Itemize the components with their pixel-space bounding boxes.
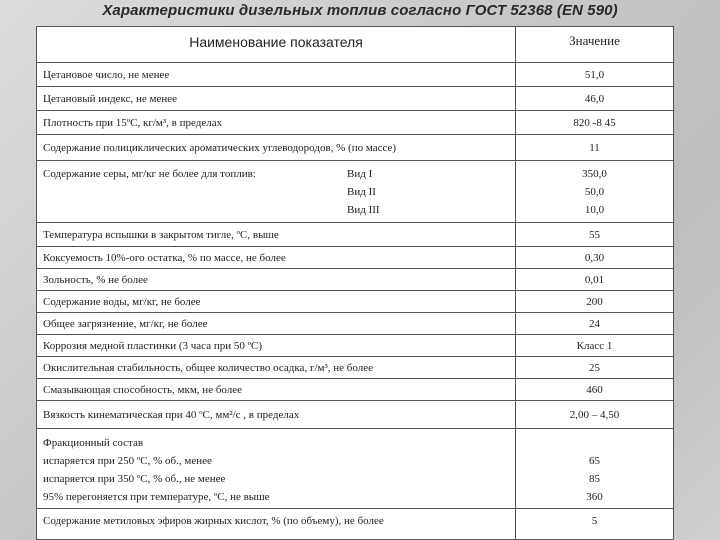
table-row — [37, 269, 673, 291]
row-value: 10,0 — [584, 204, 605, 216]
row-name: Окислительная стабильность, общее количество осадка, г/м³, не более — [43, 361, 373, 374]
row-name: Цетановый индекс, не менее — [43, 92, 177, 105]
row-name: Вязкость кинематическая при 40 ºС, мм²/с , в пределах — [43, 408, 300, 421]
header-name: Наименование показателя — [189, 34, 363, 50]
row-value: 2,00 – 4,50 — [569, 408, 620, 421]
row-value: 85 — [589, 473, 600, 485]
row-value: 820 -8 45 — [573, 116, 616, 129]
row-value: 25 — [589, 361, 600, 374]
table-row — [37, 63, 673, 87]
row-name: Содержание метиловых эфиров жирных кислот, % (по объему), не более — [43, 515, 384, 527]
row-value: 5 — [591, 515, 598, 527]
table-row — [37, 111, 673, 135]
table-row — [37, 401, 673, 429]
table-header-row — [37, 27, 673, 63]
row-line: 95% перегоняется при температуре, ºС, не выше — [43, 491, 270, 503]
row-name: Плотность при 15ºС, кг/м³, в пределах — [43, 116, 223, 129]
row-line: испаряется при 250 ºС, % об., менее — [43, 455, 212, 467]
header-value: Значение — [569, 33, 620, 48]
row-value: 350,0 — [582, 168, 607, 180]
table-row — [37, 291, 673, 313]
row-name: Общее загрязнение, мг/кг, не более — [43, 317, 208, 330]
row-value: 0,30 — [584, 251, 605, 264]
table-row — [37, 509, 673, 539]
table-row — [37, 135, 673, 161]
row-value: 24 — [589, 317, 600, 330]
sub-type-1: Вид I — [347, 168, 373, 180]
row-name: Смазывающая способность, мкм, не более — [43, 383, 243, 396]
row-line: испаряется при 350 ºС, % об., не менее — [43, 473, 226, 485]
sub-type-3: Вид III — [347, 204, 380, 216]
sub-type-2: Вид II — [347, 186, 376, 198]
row-value: 0,01 — [584, 273, 605, 286]
row-name: Цетановое число, не менее — [43, 68, 170, 81]
row-value: 11 — [589, 141, 600, 154]
table-row — [37, 87, 673, 111]
table-row — [37, 223, 673, 247]
row-name: Содержание полициклических ароматических углеводородов, % (по массе) — [43, 141, 397, 154]
row-name: Коррозия медной пластинки (3 часа при 50 ºС) — [43, 339, 263, 352]
page-title: Характеристики дизельных топлив согласно ГОСТ 52368 (EN 590) — [102, 2, 618, 19]
table-row — [37, 247, 673, 269]
row-value: 460 — [586, 383, 603, 396]
row-name: Фракционный состав — [43, 437, 144, 449]
row-value: Класс 1 — [576, 339, 613, 352]
table-row — [37, 379, 673, 401]
row-value: 55 — [589, 228, 600, 241]
table-row-sulfur — [37, 161, 673, 223]
row-value: 50,0 — [584, 186, 605, 198]
row-name: Температура вспышки в закрытом тигле, ºС, выше — [43, 228, 279, 241]
characteristics-table — [36, 26, 674, 540]
row-value: 65 — [589, 455, 600, 467]
table-row — [37, 335, 673, 357]
table-row — [37, 313, 673, 335]
row-value: 360 — [586, 491, 603, 503]
row-value: 200 — [586, 295, 603, 308]
row-name: Коксуемость 10%-ого остатка, % по массе, не более — [43, 251, 286, 264]
row-name: Содержание воды, мг/кг, не более — [43, 295, 201, 308]
table-row — [37, 357, 673, 379]
row-value: 51,0 — [584, 68, 605, 81]
table-row-fractional — [37, 429, 673, 509]
row-name: Содержание серы, мг/кг не более для топлив: — [43, 168, 256, 180]
row-value: 46,0 — [584, 92, 605, 105]
row-name: Зольность, % не более — [43, 273, 148, 286]
